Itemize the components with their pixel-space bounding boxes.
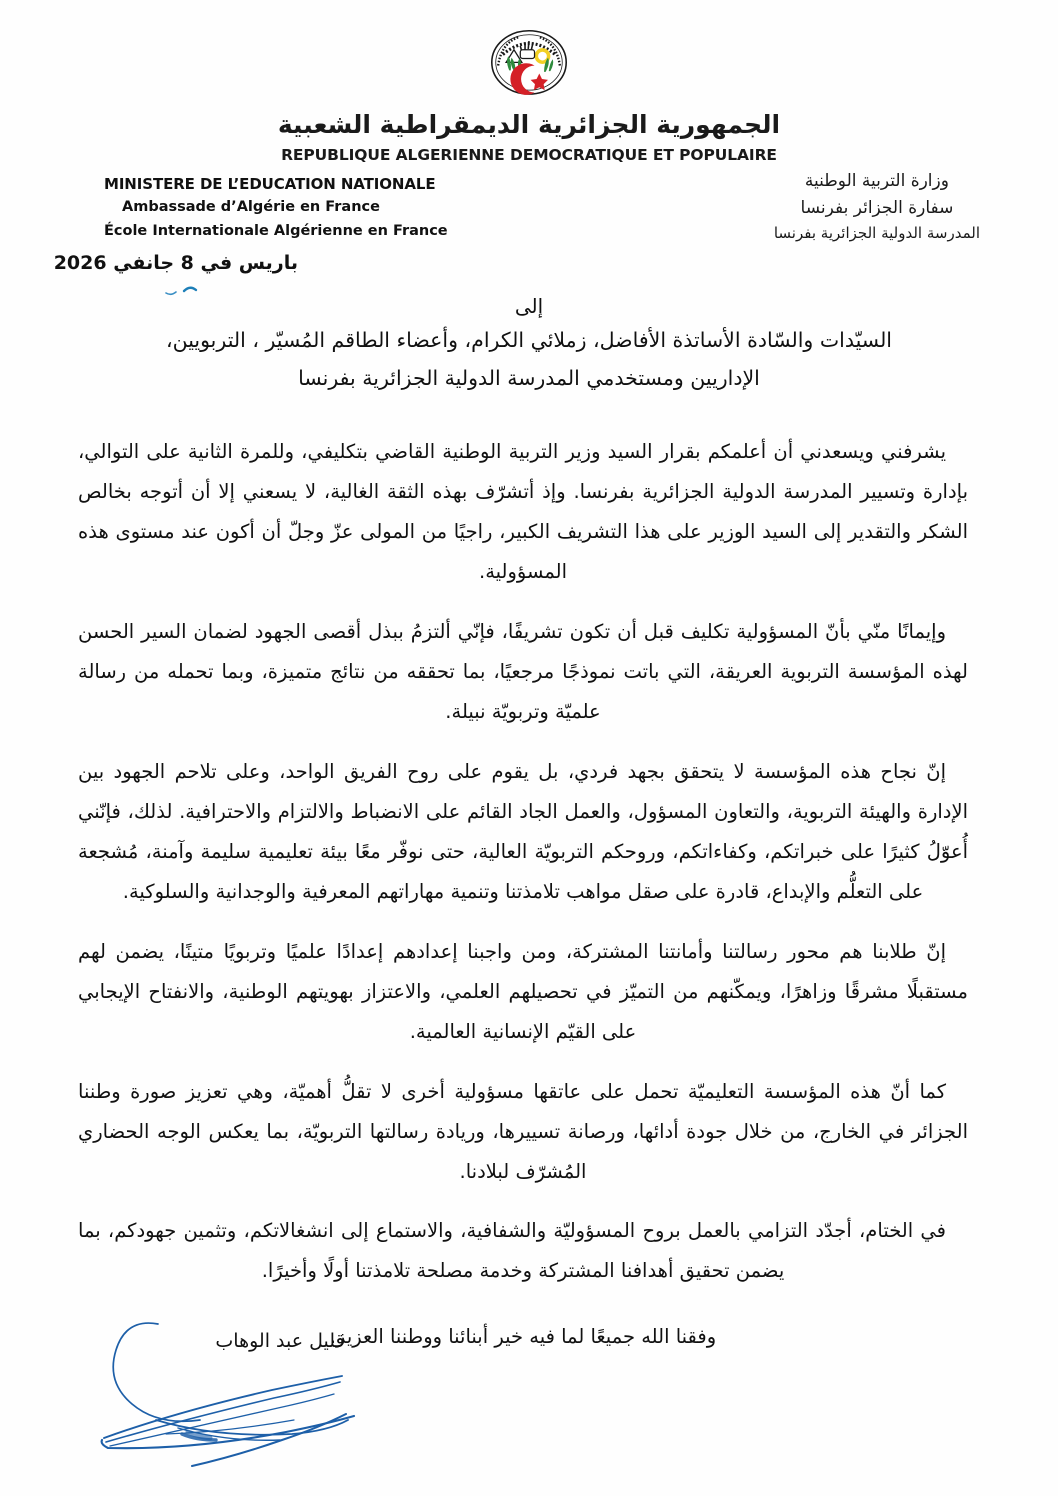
addressee-block <box>104 322 954 398</box>
body-paragraph: وإيمانًا منّي بأنّ المسؤولية تكليف قبل أن تكون تشريفًا، فإنّي ألتزمُ ببذل أقصى الجهود لضمان السير الحسن لهذه المؤسسة التربوية العريقة، التي باتت نموذجًا مرجعيًا، بما تحققه من نتائج متميزة، وبما تحمله من رسالة علميّة وتربويّة نبيلة. <box>78 619 968 723</box>
embassy-label-arabic: سفارة الجزائر بفرنسا <box>800 197 954 218</box>
embassy-label-french: Ambassade d’Algérie en France <box>122 199 380 216</box>
signer-name: قليل عبد الوهاب <box>215 1330 345 1352</box>
letter-body <box>78 432 968 1356</box>
republic-title-french: REPUBLIQUE ALGERIENNE DEMOCRATIQUE ET POPULAIRE <box>281 146 777 164</box>
body-paragraph: في الختام، أجدّد التزامي بالعمل بروح المسؤوليّة والشفافية، والاستماع إلى انشغالاتكم، وتثمين جهودكم، بما يضمن تحقيق أهدافنا المشتركة وخدمة مصلحة تلامذتنا أولًا وأخيرًا. <box>78 1219 946 1283</box>
date-line: باريس في 8 جانفي 2026 <box>53 252 298 274</box>
addressee-line-1: السيّدات والسّادة الأساتذة الأفاضل، زملائي الكرام، وأعضاء الطاقم المُسيّر ، التربويين، <box>165 328 893 352</box>
republic-title-arabic: الجمهورية الجزائرية الديمقراطية الشعبية <box>277 110 781 139</box>
closing-blessing-line: وفقنا الله جميعًا لما فيه خير أبنائنا ووطننا العزيز. <box>329 1325 717 1349</box>
algeria-national-emblem-icon <box>485 26 573 102</box>
ministry-label-french: MINISTERE DE L’EDUCATION NATIONALE <box>104 175 436 193</box>
school-label-arabic: المدرسة الدولية الجزائرية بفرنسا <box>773 223 980 242</box>
signature-block <box>150 1330 410 1352</box>
letterhead-arabic <box>774 168 980 245</box>
school-label-french: École Internationale Algérienne en France <box>104 222 448 239</box>
emblem-container <box>0 26 1058 102</box>
addressee-line-2: الإداريين ومستخدمي المدرسة الدولية الجزائرية بفرنسا <box>298 365 760 390</box>
body-paragraph: إنّ طلابنا هم محور رسالتنا وأمانتنا المشتركة، ومن واجبنا إعدادهم إعدادًا علميًا وتربويًا متينًا، يضمن لهم مستقبلًا مشرقًا وزاهرًا، ويمكّنهم من التميّز في تحصيلهم العلمي، والاعتزاز بهويتهم الوطنية، والانفتاح الإيجابي على القيّم الإنسانية العالمية. <box>78 939 968 1043</box>
body-paragraph: كما أنّ هذه المؤسسة التعليميّة تحمل على عاتقها مسؤولية أخرى لا تقلُّ أهميّة، وهي تعزيز صورة وطننا الجزائر في الخارج، من خلال جودة أدائها، ورصانة تسييرها، وريادة رسالتها التربويّة، بما يعكس الوجه الحضاري المُشرّف لبلادنا. <box>78 1079 968 1183</box>
letterhead-french <box>104 172 448 243</box>
body-paragraph: يشرفني ويسعدني أن أعلمكم بقرار السيد وزير التربية الوطنية القاضي بتكليفي، وللمرة الثانية على التوالي، بإدارة وتسيير المدرسة الدولية الجزائرية بفرنسا. وإذ أتشرّف بهذه الثقة الغالية، لا يسعني إلا أن أتوجه بخالص الشكر والتقدير إلى السيد الوزير على هذا التشريف الكبير، راجيًا من المولى عزّ وجلّ أن أكون عند مستوى هذه المسؤولية. <box>78 440 968 583</box>
body-paragraph: إنّ نجاح هذه المؤسسة لا يتحقق بجهد فردي، بل يقوم على روح الفريق الواحد، وعلى تلاحم الجهود بين الإدارة والهيئة التربوية، والتعاون المسؤول، والعمل الجاد القائم على الانضباط والالتزام والاحترافية. لذلك، فإنّني أُعوّلُ كثيرًا على خبراتكم، وكفاءاتكم، وروحكم التربويّة العالية، حتى نوفّر معًا بيئة تعليمية سليمة وآمنة، مُشجعة على التعلُّم والإبداع، قادرة على صقل مواهب تلامذتنا وتنمية مهاراتهم المعرفية والوجدانية والسلوكية. <box>78 759 968 903</box>
ministry-label-arabic: وزارة التربية الوطنية <box>804 171 949 191</box>
addressee-to-word: إلى <box>514 294 544 318</box>
